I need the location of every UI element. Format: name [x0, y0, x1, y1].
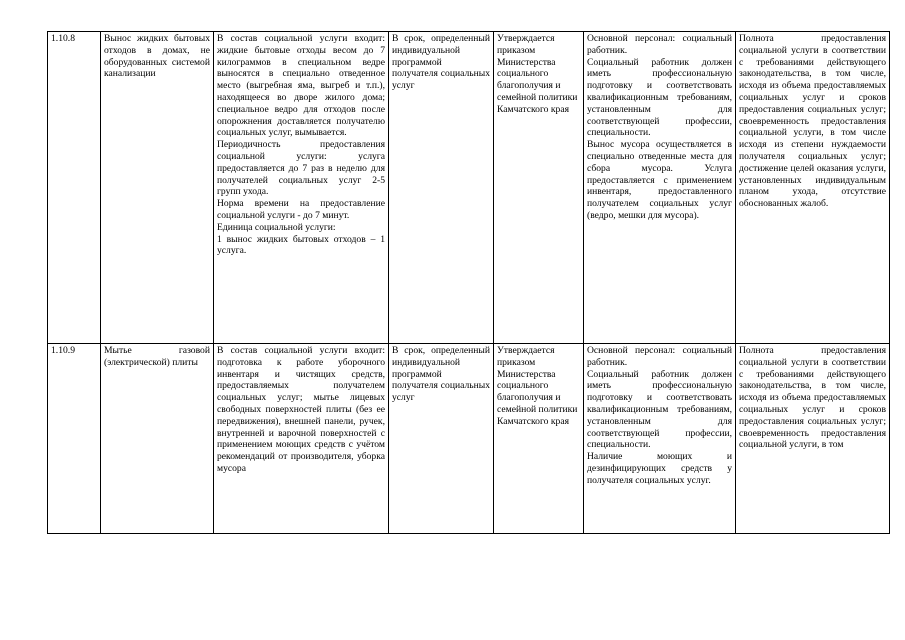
service-term: В срок, определенный индивидуальной программой получателя социальных услуг: [389, 344, 494, 534]
conditions-paragraph: Основной персонал: социальный работник.: [587, 33, 732, 56]
content-paragraph: Периодичность предоставления социальной услуги: услуга предоставляется до 7 раз в неделю для получателей социальных услуг 2-5 групп ухода.: [217, 139, 385, 198]
content-paragraph: Единица социальной услуги:: [217, 221, 336, 233]
service-evaluation: Полнота предоставления социальной услуги в соответствии с требованиями действующего законодательства, в том числе, исходя из объема предоставляемых социальных услуг и сроков предоставления социальных услуг; своевременность предоставления социальной услуги, в том: [736, 344, 890, 534]
service-term: В срок, определенный индивидуальной программой получателя социальных услуг: [389, 32, 494, 344]
service-number: 1.10.8: [48, 32, 101, 344]
conditions-paragraph: Социальный работник должен иметь профессиональную подготовку и соответствовать квалификационным требованиям, установленным для соответствующей профессии, специальности.: [587, 368, 732, 451]
service-tariff: Утверждается приказом Министерства социального благополучия и семейной политики Камчатского края: [494, 344, 584, 534]
service-content: [214, 32, 389, 344]
conditions-paragraph: Социальный работник должен иметь профессиональную подготовку и соответствовать квалификационным требованиям, установленным для соответствующей профессии, специальности.: [587, 56, 732, 139]
service-evaluation: Полнота предоставления социальной услуги в соответствии с требованиями действующего законодательства, в том числе, исходя из объема предоставляемых социальных услуг и сроков предоставления социальных услуг; своевременность предоставления социальной услуги, в том числе исходя из степени нуждаемости получателя социальных услуг; достижение целей оказания услуги, установленных индивидуальным планом ухода, отсутствие обоснованных жалоб.: [736, 32, 890, 344]
service-name: Мытье газовой (электрической) плиты: [101, 344, 214, 534]
conditions-paragraph: Наличие моющих и дезинфицирующих средств у получателя социальных услуг.: [587, 451, 732, 486]
service-conditions: [584, 32, 736, 344]
services-table: [47, 31, 890, 534]
conditions-paragraph: Вынос мусора осуществляется в специально отведенные места для сбора мусора. Услуга предоставляется с применением инвентаря, предоставленного получателем социальных услуг (ведро, мешки для мусора).: [587, 139, 732, 221]
content-paragraph: Норма времени на предоставление социальной услуги - до 7 минут.: [217, 198, 385, 221]
service-content: [214, 344, 389, 534]
service-number: 1.10.9: [48, 344, 101, 534]
table-row: [48, 32, 890, 344]
content-paragraph: В состав социальной услуги входит: подготовка к работе уборочного инвентаря и чистящих средств, предоставляемых получателем социальных услуг; мытье лицевых свободных поверхностей плиты (без ее передвижения), внешней панели, ручек, внутренней и варочной поверхностей с применением моющих средств с учётом рекомендаций от производителя, уборка мусора: [217, 345, 385, 474]
content-paragraph: 1 вынос жидких бытовых отходов – 1 услуга.: [217, 233, 385, 257]
conditions-paragraph: Основной персонал: социальный работник.: [587, 345, 732, 368]
service-conditions: [584, 344, 736, 534]
service-name: Вынос жидких бытовых отходов в домах, не оборудованных системой канализации: [101, 32, 214, 344]
service-tariff: Утверждается приказом Министерства социального благополучия и семейной политики Камчатского края: [494, 32, 584, 344]
content-paragraph: В состав социальной услуги входит: жидкие бытовые отходы весом до 7 килограммов в специальном ведре выносятся в специально отведенное место (выгребная яма, выгреб и т.п.), находящееся во дворе жилого дома; специальное ведро для отходов после опорожнения доставляется получателю социальных услуг, вымывается.: [217, 33, 385, 139]
table-row: [48, 344, 890, 534]
